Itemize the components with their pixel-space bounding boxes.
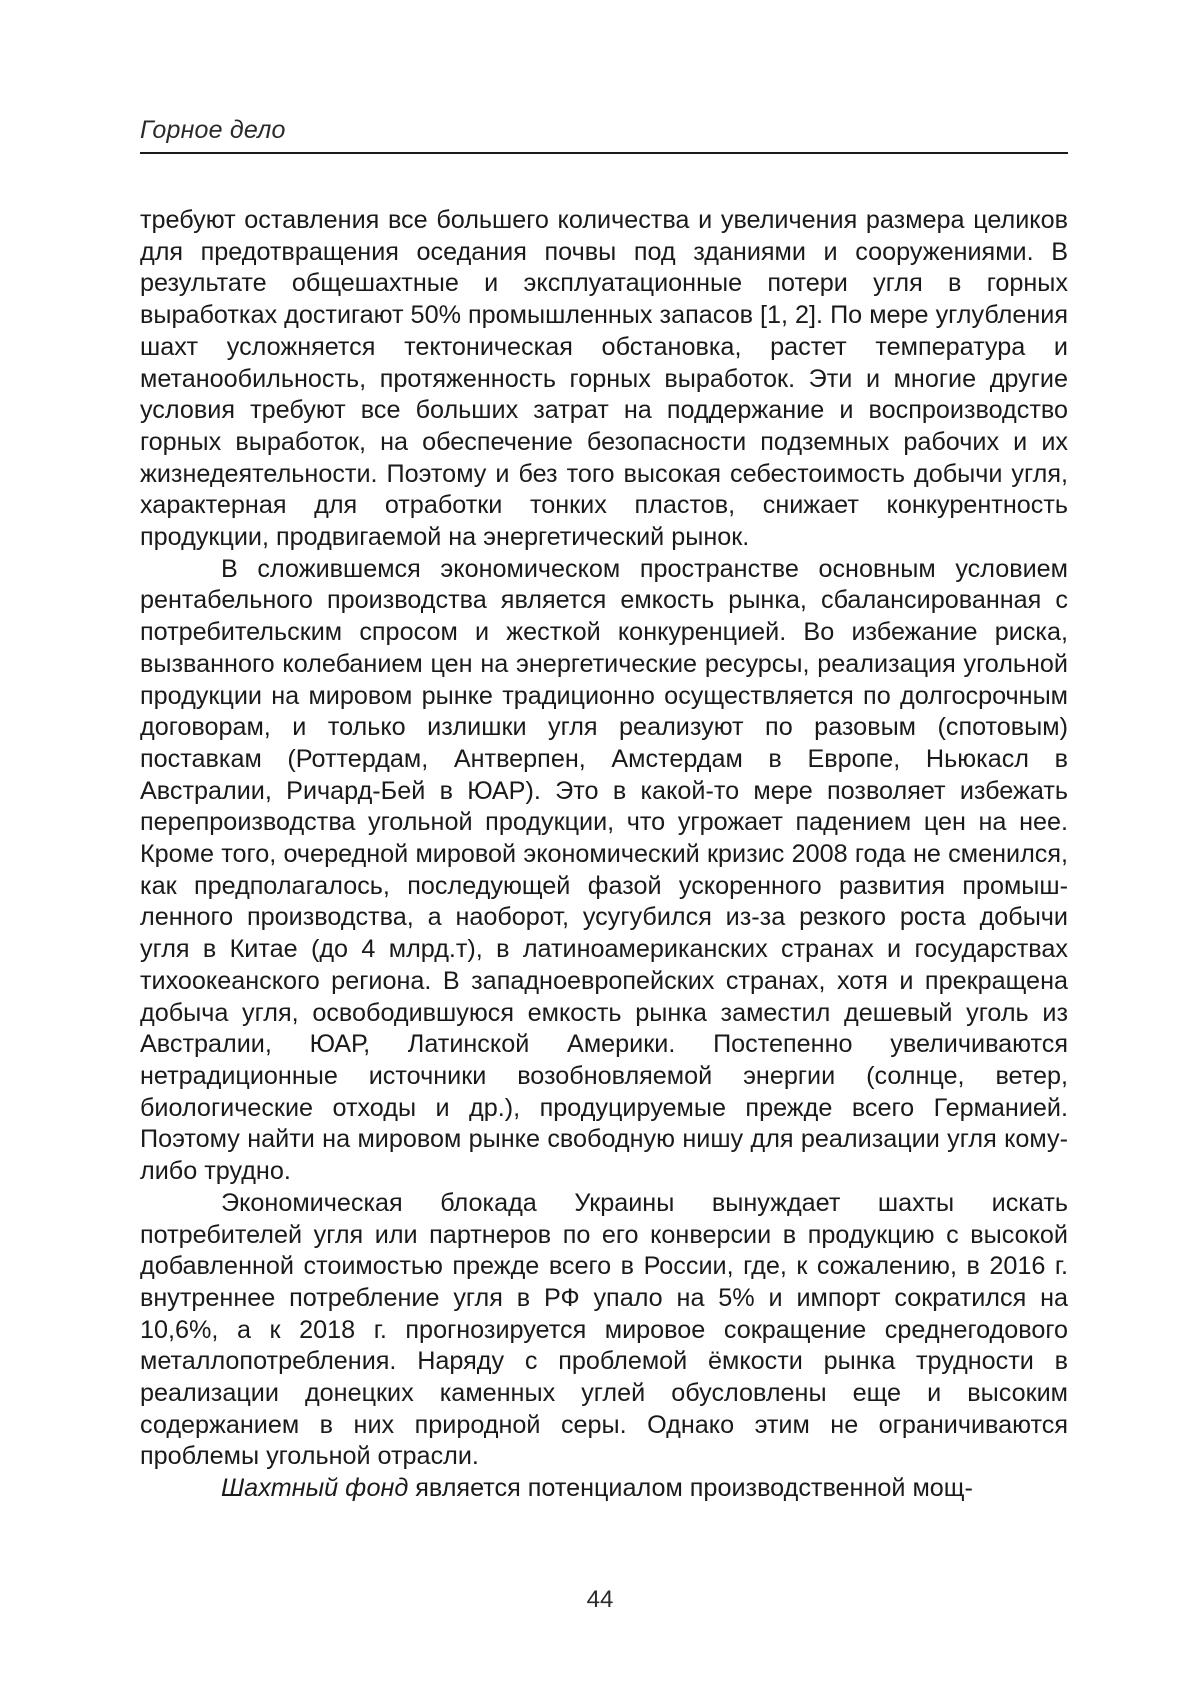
paragraph [140,1473,1068,1505]
paragraph: Экономическая блокада Украины вынуждает шахты искать потребителей угля или партнеров по его конверсии в продукцию с высокой добавленной стоимостью прежде всего в России, где, к сожалению, в 2016 г. внутреннее потребление угля в РФ упало на 5% и импорт сократился на 10,6%, а к 2018 г. прогнозируется мировое сокращение среднегодового металлопотребления. Наряду с проблемой ёмкости рынка трудности в реализации донецких каменных углей обусловлены еще и высоким содержанием в них природной серы. Однако этим не ограничиваются проблемы угольной отрасли. [140,1188,1068,1471]
paragraph-text: является потенциалом производственной мощ- [408,1474,973,1503]
paragraph: требуют оставления все большего количества и увеличения размера целиков для предотвращения оседания почвы под зданиями и сооружениями. В результате общешахтные и эксплуатационные потери угля в горных выработках достигают 50% промышленных запасов [1, 2]. По мере углубления шахт усложняется тектоническая обстановка, растет температура и метанообильность, протяженность горных выработок. Эти и многие другие условия требуют все больших затрат на поддержание и воспроизводство горных выработок, на обеспечение безопасности подземных рабочих и их жизнедеятельности. Поэтому и без того высокая себестоимость добычи угля, характерная для отработки тонких пластов, снижает конкурентность продукции, продвигаемой на энергетический рынок. [140,206,1068,552]
paragraph: В сложившемся экономическом пространстве основным условием рентабельного производства является емкость рынка, сбалансированная с потребительским спросом и жесткой конкуренцией. Во избежание риска, вызванного колебанием цен на энергетические ресурсы, реализация угольной продукции на мировом рынке традиционно осуществляется по долгосрочным договорам, и только излишки угля реализуют по разовым (спотовым) поставкам (Роттердам, Антверпен, Амстердам в Европе, Ньюкасл в Австралии, Ричард-Бей в ЮАР). Это в какой-то мере позволяет избежать перепроизводства угольной продукции, что угрожает падением цен на нее. Кроме того, очередной мировой экономический кризис 2008 года не сменился, как предполагалось, последующей фазой ускоренного развития промышленного производства, а наоборот, усугубился из-за резкого роста добычи угля в Китае (до 4 млрд.т), в латиноамериканских странах и государствах тихоокеанского региона. В западноевропейских странах, хотя и прекращена добыча угля, освободившуюся емкость рынка заместил дешевый уголь из Австралии, ЮАР, Латинской Америки. Постепенно увеличиваются нетрадиционные источники возобновляемой энергии (солнце, ветер, биологические отходы и др.), продуцируемые прежде всего Германией. Поэтому найти на мировом рынке свободную нишу для реализации угля кому-либо трудно. [140,554,1068,1186]
body-text [140,205,1068,1505]
running-header: Горное дело [140,116,286,144]
header-rule [140,152,1068,154]
page-number: 44 [586,1586,614,1613]
emphasized-term: Шахтный фонд [221,1474,409,1503]
